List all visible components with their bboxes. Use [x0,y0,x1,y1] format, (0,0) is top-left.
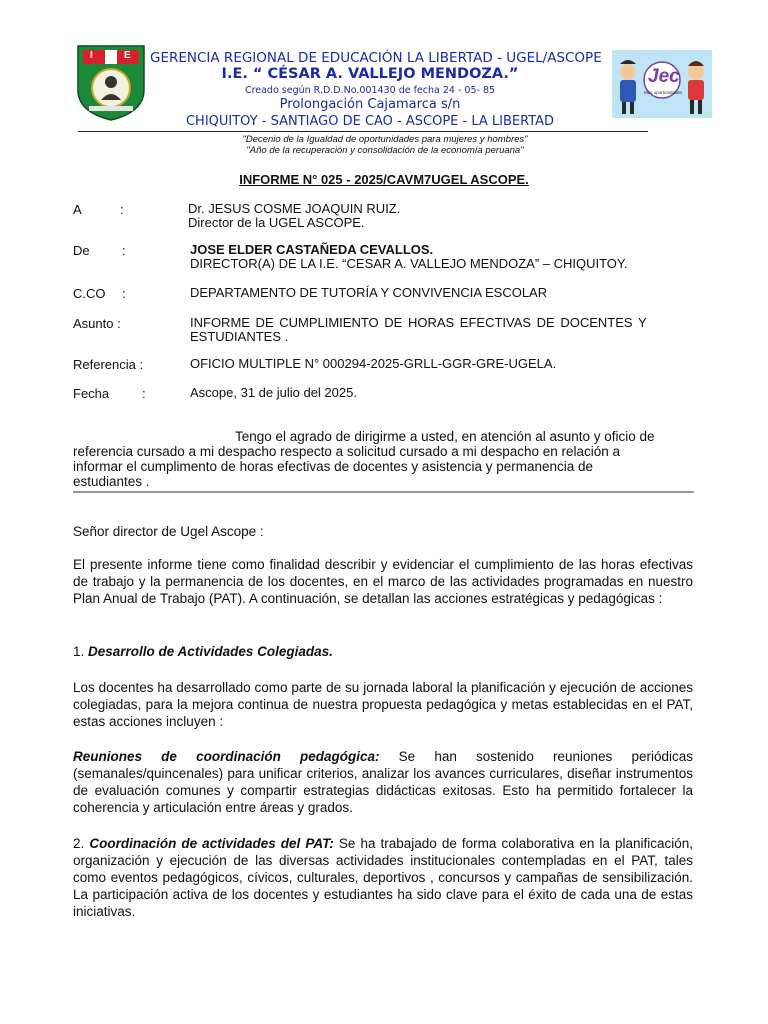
jec-logo [612,50,712,118]
jec-logo-text: Jec [648,66,680,87]
from-colon: : [122,243,126,258]
reference-label: Referencia : [73,357,144,372]
header-school-name: I.E. “ CÉSAR A. VALLEJO MENDOZA.” [221,66,519,82]
intro-line-1: Tengo el agrado de dirigirme a usted, en atención al asunto y oficio de [235,429,655,444]
reuniones-heading: Reuniones de coordinación pedagógica: [73,749,380,764]
section-1-number: 1. [73,644,85,659]
date-colon: : [142,386,146,401]
report-title [0,172,768,187]
intro-line-2: referencia cursado a mi despacho respecto a solicitud cursado a mi despacho en relación a [73,444,621,459]
header-rule [78,131,648,132]
reference-value: OFICIO MULTIPLE N° 000294-2025-GRLL-GGR-GRE-UGELA. [190,356,557,371]
header-location: CHIQUITOY - SANTIAGO DE CAO - ASCOPE - LA LIBERTAD [185,114,555,129]
section-1-heading [73,643,693,660]
section-1-title: Desarrollo de Actividades Colegiadas. [88,644,333,659]
coordinacion-text: Se ha trabajado de forma colaborativa en la planificación, organización y ejecución de las diversas actividades institucionales contempladas en el PAT, tales como eventos pedagógicos, cívicos, culturales, deportivos , concursos y campañas de sensibilización. La participación activa de los docentes y estudiantes ha sido clave para el éxito de cada una de estas iniciativas. [73,836,693,919]
paragraph-purpose: El presente informe tiene como finalidad describir y evidenciar el cumplimiento de las horas efectivas de trabajo y la permanencia de los docentes, en el marco de las actividades programadas en nuestro Plan Anual de Trabajo (PAT). A continuación, se detallan las acciones estratégicas y pedagógicas : [73,557,693,606]
year-quote: "Año de la recuperación y consolidación de la economía peruana" [246,145,524,156]
coordinacion-heading: Coordinación de actividades del PAT: [89,836,334,851]
header-address: Prolongación Cajamarca s/n [279,97,461,112]
cc-value: DEPARTAMENTO DE TUTORÍA Y CONVIVENCIA ESCOLAR [190,285,548,300]
date-value: Ascope, 31 de julio del 2025. [190,385,357,400]
jec-logo-subtitle: Más oportunidades [644,90,683,95]
paragraph-reuniones [73,748,693,816]
to-label: A [73,202,82,217]
subject-label: Asunto : [73,316,121,331]
header-institution: GERENCIA REGIONAL DE EDUCACIÓN LA LIBERTAD - UGEL/ASCOPE [150,50,602,66]
from-name: JOSE ELDER CASTAÑEDA CEVALLOS. [190,242,434,257]
header-creation: Creado según R.D.D.No.001430 de fecha 24 - 05- 85 [244,85,496,96]
report-title-text: INFORME N° 025 - 2025/CAVM7UGEL ASCOPE. [239,172,529,187]
cc-label: C.CO [73,286,106,301]
emblem-letter-i: I [90,50,93,61]
reuniones-text: Se han sostenido reuniones periódicas (semanales/quincenales) para unificar criterios, analizar los avances curriculares, diseñar instrumentos de evaluación comunes y compartir estrategias didácticas exitosas. Esto ha permitido fortalecer la coherencia y articulación entre áreas y grados. [73,749,693,815]
paragraph-coordinacion [73,835,693,920]
to-role: Director de la UGEL ASCOPE. [188,215,365,230]
subject-line-1: INFORME DE CUMPLIMIENTO DE HORAS EFECTIVAS DE DOCENTES Y [190,315,647,330]
from-role: DIRECTOR(A) DE LA I.E. “CESAR A. VALLEJO MENDOZA” – CHIQUITOY. [190,256,628,271]
subject-line-2: ESTUDIANTES . [190,329,289,344]
school-emblem [74,44,148,122]
date-label: Fecha [73,386,110,401]
intro-line-4: estudiantes . [73,474,150,489]
to-colon: : [120,202,124,217]
section-2-number: 2. [73,836,85,851]
from-label: De [73,243,90,258]
paragraph-colegiadas: Los docentes ha desarrollado como parte de su jornada laboral la planificación y ejecución de acciones colegiadas, para la mejora continua de nuestra propuesta pedagógica y metas establecidas en el PAT, estas acciones incluyen : [73,680,693,729]
intro-line-3: informar el cumplimento de horas efectivas de docentes y asistencia y permanencia de [73,459,594,474]
decade-quote: "Decenio de la Igualdad de oportunidades para mujeres y hombres" [242,134,528,145]
salutation: Señor director de Ugel Ascope : [73,524,264,539]
to-name: Dr. JESUS COSME JOAQUIN RUIZ. [188,201,401,216]
emblem-letter-e: E [124,50,131,61]
cc-colon: : [122,286,126,301]
intro-separator [73,491,694,493]
